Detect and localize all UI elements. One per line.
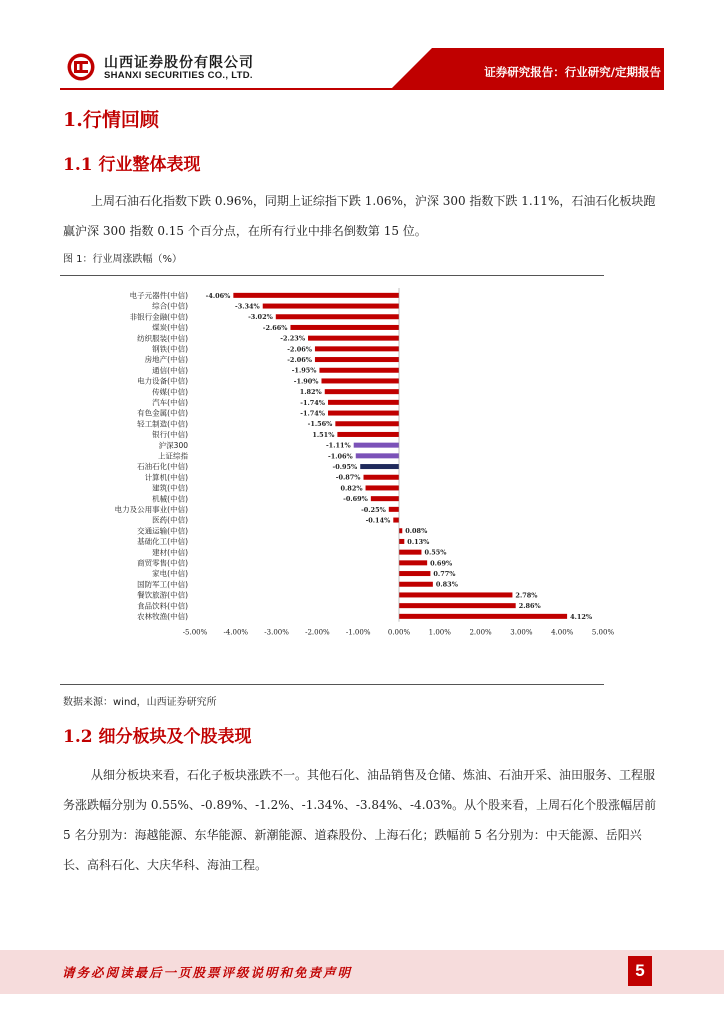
category-label: 电子元器件(中信)	[129, 290, 188, 300]
bar	[389, 507, 399, 512]
bar	[321, 378, 399, 383]
value-label: 0.69%	[430, 559, 453, 568]
category-label: 煤炭(中信)	[152, 323, 188, 333]
bar	[337, 432, 399, 437]
paragraph-text: 上周石油石化指数下跌 0.96%，同期上证综指下跌 1.06%，沪深 300 指数下跌 1.11%，石油石化板块跑赢沪深 300 指数 0.15 个百分点，在所有行业中排名倒数第 15 位。	[63, 194, 656, 238]
x-tick-label: -3.00%	[264, 628, 289, 637]
category-label: 商贸零售(中信)	[137, 558, 188, 568]
category-label: 基础化工(中信)	[137, 537, 188, 547]
bar	[233, 293, 399, 298]
paragraph-text: 从细分板块来看，石化子板块涨跌不一。其他石化、油品销售及仓储、炼油、石油开采、油田服务、工程服务涨跌幅分别为 0.55%、-0.89%、-1.2%、-1.34%、-3.84%、-4.03%。从个股来看，上周石化个股涨幅居前 5 名分别为：海越能源、东华能源、新潮能源、道森股份、上海石化；跌幅前 5 名分别为：中天能源、岳阳兴长、高科石化、大庆华科、海油工程。	[63, 768, 657, 872]
category-label: 传媒(中信)	[152, 387, 188, 397]
value-label: -0.25%	[361, 505, 386, 514]
category-label: 建材(中信)	[152, 547, 188, 557]
bar	[399, 560, 427, 565]
category-label: 沪深300	[158, 440, 188, 450]
page-header	[0, 0, 724, 95]
bar	[371, 496, 399, 501]
bar	[399, 603, 516, 608]
value-label: 1.51%	[312, 430, 335, 439]
bar	[399, 550, 421, 555]
company-logo-icon	[66, 52, 96, 82]
paragraph-industry-overview	[63, 186, 663, 246]
x-tick-label: -1.00%	[345, 628, 371, 637]
category-label: 综合(中信)	[152, 301, 188, 311]
x-tick-label: -2.00%	[305, 628, 330, 637]
category-label: 国防军工(中信)	[137, 579, 188, 589]
value-label: -2.23%	[280, 334, 306, 343]
value-label: -1.06%	[328, 452, 353, 461]
category-label: 医药(中信)	[152, 515, 188, 525]
category-label: 交通运输(中信)	[137, 526, 188, 536]
value-label: -1.74%	[300, 398, 326, 407]
value-label: 4.12%	[570, 612, 593, 621]
value-label: -0.69%	[343, 495, 368, 504]
bar	[399, 571, 430, 576]
bar	[328, 400, 399, 405]
value-label: -1.56%	[307, 420, 333, 429]
value-label: -2.06%	[287, 345, 312, 354]
category-label: 石油石化(中信)	[137, 462, 188, 472]
category-label: 轻工制造(中信)	[137, 419, 188, 429]
x-tick-label: 0.00%	[387, 628, 411, 637]
value-label: -3.34%	[235, 302, 260, 311]
bar	[364, 475, 399, 480]
category-label: 有色金属(中信)	[137, 408, 188, 418]
category-label: 通信(中信)	[152, 365, 188, 375]
category-label: 餐饮旅游(中信)	[137, 590, 188, 600]
bar	[276, 314, 399, 319]
bar	[354, 443, 399, 448]
bar	[393, 518, 399, 523]
value-label: 1.82%	[299, 388, 322, 397]
category-label: 房地产(中信)	[144, 355, 188, 365]
report-type: 证券研究报告：行业研究/定期报告	[484, 65, 661, 79]
value-label: 0.08%	[405, 527, 428, 536]
category-label: 银行(中信)	[152, 430, 188, 440]
x-tick-label: 4.00%	[551, 628, 574, 637]
bar	[290, 325, 399, 330]
figure-caption: 图 1：行业周涨跌幅（%）	[63, 254, 183, 265]
category-label: 电力及公用事业(中信)	[114, 504, 188, 514]
x-tick-label: 3.00%	[510, 628, 533, 637]
x-tick-label: 5.00%	[591, 628, 615, 637]
category-label: 钢铁(中信)	[152, 344, 188, 354]
value-label: 0.55%	[424, 548, 447, 557]
bar	[399, 614, 567, 619]
category-label: 纺织服装(中信)	[137, 333, 188, 343]
figure-bottom-rule	[60, 684, 604, 685]
section-title: 1.行情回顾	[63, 109, 159, 131]
figure-top-rule	[60, 275, 604, 276]
x-tick-label: 2.00%	[469, 628, 492, 637]
subsection-title-1-1: 1.1 行业整体表现	[63, 155, 201, 175]
category-label: 上证综指	[158, 451, 188, 461]
value-label: -0.87%	[335, 473, 361, 482]
bar	[263, 304, 399, 309]
bar	[360, 464, 399, 469]
company-name-en: SHANXI SECURITIES CO., LTD.	[104, 70, 253, 81]
value-label: 0.13%	[407, 537, 430, 546]
subsection-title-1-2: 1.2 细分板块及个股表现	[63, 727, 252, 747]
x-tick-label: -4.00%	[223, 628, 249, 637]
page-number: 5	[628, 956, 652, 986]
value-label: -3.02%	[248, 313, 273, 322]
value-label: -1.95%	[291, 366, 317, 375]
value-label: 0.83%	[435, 580, 458, 589]
value-label: -0.14%	[365, 516, 391, 525]
value-label: 0.82%	[340, 484, 363, 493]
bar	[315, 357, 399, 362]
disclaimer-text: 请务必阅读最后一页股票评级说明和免责声明	[62, 965, 353, 980]
category-label: 农林牧渔(中信)	[137, 611, 188, 621]
value-label: -1.11%	[325, 441, 351, 450]
category-label: 机械(中信)	[152, 494, 188, 504]
value-label: -4.06%	[205, 291, 231, 300]
x-tick-label: -5.00%	[182, 628, 208, 637]
value-label: 2.86%	[518, 602, 541, 611]
bar	[356, 453, 399, 458]
bar	[399, 539, 404, 544]
bar	[319, 368, 399, 373]
category-label: 食品饮料(中信)	[137, 601, 188, 611]
header-divider	[60, 88, 664, 90]
bar	[308, 336, 399, 341]
industry-weekly-change-chart	[60, 280, 615, 650]
bar	[315, 346, 399, 351]
category-label: 汽车(中信)	[152, 397, 188, 407]
category-label: 计算机(中信)	[144, 472, 188, 482]
bar	[399, 592, 512, 597]
bar	[325, 389, 399, 394]
figure-source: 数据来源：wind，山西证券研究所	[63, 697, 217, 708]
category-label: 电力设备(中信)	[137, 376, 188, 386]
value-label: 0.77%	[433, 569, 456, 578]
paragraph-subsector-stocks	[63, 760, 663, 880]
bar	[328, 411, 399, 416]
bar	[399, 528, 402, 533]
x-tick-label: 1.00%	[428, 628, 451, 637]
value-label: -2.66%	[262, 323, 288, 332]
category-label: 非银行金融(中信)	[129, 312, 188, 322]
value-label: -1.90%	[293, 377, 319, 386]
value-label: -0.95%	[332, 462, 358, 471]
value-label: 2.78%	[515, 591, 538, 600]
value-label: -1.74%	[300, 409, 326, 418]
bar	[399, 582, 433, 587]
company-name-cn: 山西证券股份有限公司	[104, 55, 254, 71]
category-label: 建筑(中信)	[152, 483, 188, 493]
bar	[366, 485, 399, 490]
value-label: -2.06%	[287, 355, 312, 364]
bar	[335, 421, 399, 426]
category-label: 家电(中信)	[152, 569, 188, 579]
